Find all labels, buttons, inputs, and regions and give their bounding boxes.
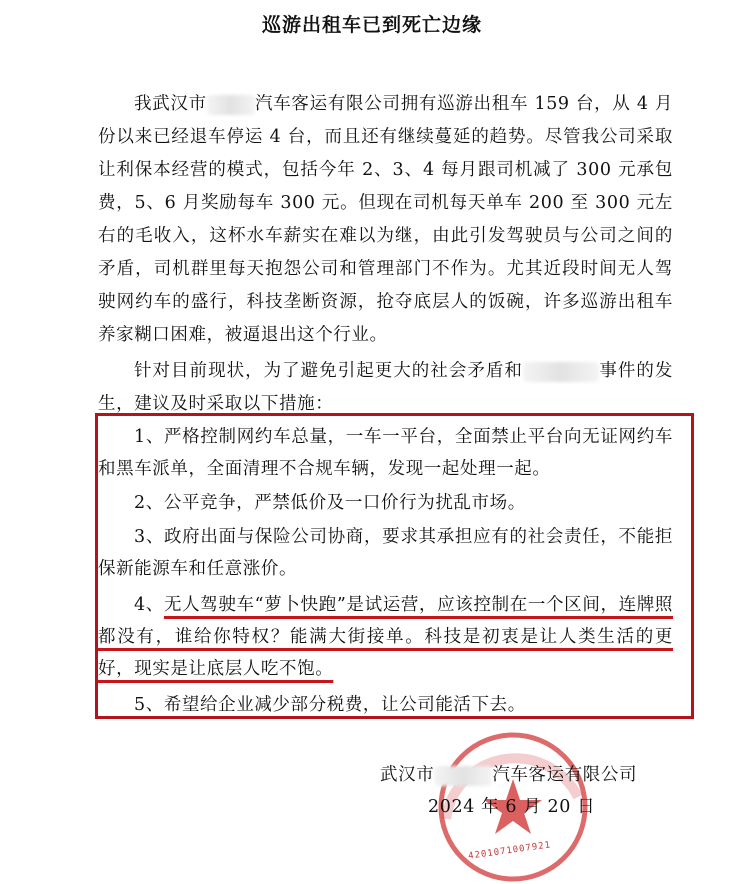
signature-company (380, 758, 680, 793)
signature-rest: 汽车客运有限公司 (492, 765, 638, 785)
signature-start: 武汉市 (380, 765, 435, 785)
signature-date: 2024 年 6 月 20 日 (428, 797, 596, 817)
paragraph-intro (98, 88, 673, 352)
paragraph-intro-start: 我武汉市 (134, 94, 207, 114)
seal-number: 4201071007921 (467, 840, 552, 862)
measure-item-1: 1、严格控制网约车总量，一车一平台，全面禁止平台向无证网约车和黑车派单，全面清理不合规车辆，发现一起处理一起。 (98, 427, 673, 479)
paragraph-measures-start: 针对目前现状，为了避免引起更大的社会矛盾和 (134, 361, 523, 381)
paragraph-measures-rest: 事件的发生，建议及时采取以下措施： (98, 361, 673, 414)
redaction-blur (434, 766, 492, 786)
measure-item-3: 3、政府出面与保险公司协商，要求其承担应有的社会责任，不能拒保新能源车和任意涨价。 (98, 527, 673, 579)
measure-item-5: 5、希望给企业减少部分税费，让公司能活下去。 (134, 695, 526, 715)
measure-item-2: 2、公平竞争，严禁低价及一口价行为扰乱市场。 (134, 493, 526, 513)
redaction-blur (207, 95, 255, 115)
measure-item-4-number: 4、 (134, 595, 164, 615)
redaction-blur (523, 362, 599, 382)
measure-item-4 (98, 589, 673, 685)
measure-item-4-underlined: 无人驾驶车“萝卜快跑”是试运营，应该控制在一个区间，连牌照都没有，谁给你特权？能满大街接单。科技是初衷是让人类生活的更好，现实是让底层人吃不饱。 (98, 595, 673, 679)
paragraph-measures-intro (98, 355, 673, 421)
document-title: 巡游出租车已到死亡边缘 (261, 14, 482, 36)
paragraph-intro-rest: 汽车客运有限公司拥有巡游出租车 159 台，从 4 月份以来已经退车停运 4 台，而且还有继续蔓延的趋势。尽管我公司采取让利保本经营的模式，包括今年 2、3、4 每月跟司机减了 300 元承包费，5、6 月奖励每车 300 元。但现在司机每天单车 200 至 300 元左右的毛收入，这杯水车薪实在难以为继，由此引发驾驶员与公司之间的矛盾，司机群里每天抱怨公司和管理部门不作为。尤其近段时间无人驾驶网约车的盛行，科技垄断资源，抢夺底层人的饭碗，许多巡游出租车养家糊口困难，被逼退出这个行业。 (98, 94, 673, 345)
